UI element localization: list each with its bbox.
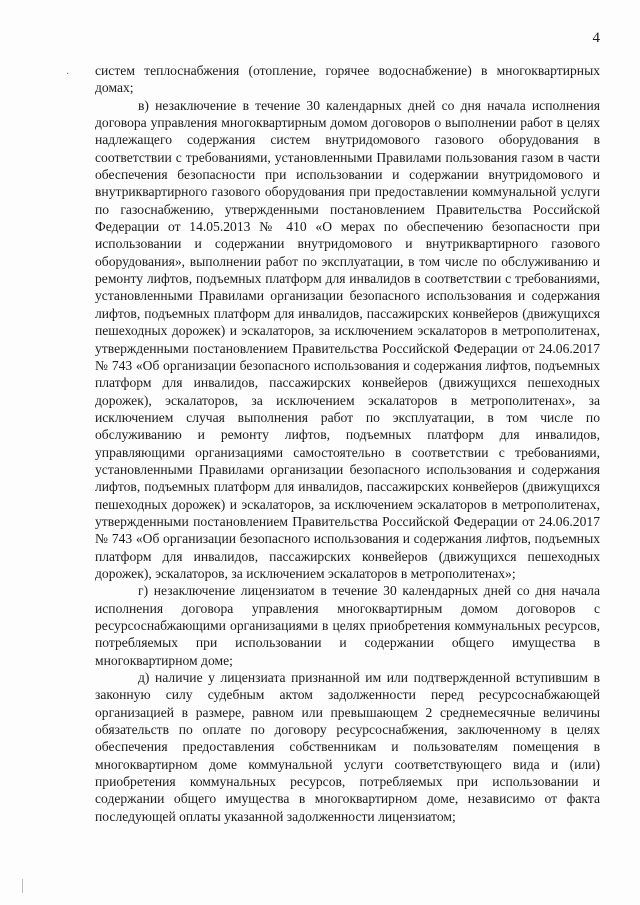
scan-artifact-mark: · xyxy=(66,69,70,80)
paragraph-item-g: г) незаключение лицензиатом в течение 30 календарных дней со дня начала исполнения договора управления многоквартирным домом договоров с ресурсоснабжающими организациями в целях приобретения коммунальных ресурсов, потребляемых при использовании и содержании общего имущества в многоквартирном доме; xyxy=(95,583,600,668)
paragraph-continuation: систем теплоснабжения (отопление, горячее водоснабжение) в многоквартирных домах; xyxy=(95,63,600,96)
paragraph-item-v: в) незаключение в течение 30 календарных дней со дня начала исполнения договора управления многоквартирным домом договоров о выполнении работ в целях надлежащего содержания систем внутридомового газового оборудования в соответствии с требованиями, установленными Правилами пользования газом в части обеспечения безопасности при использовании и содержании внутридомового и внутриквартирного газового оборудования при предоставлении коммунальной услуги по газоснабжению, утвержденными постановлением Правительства Российской Федерации от 14.05.2013 № 410 «О мерах по обеспечению безопасности при использовании и содержании внутридомового и внутриквартирного газового оборудования», выполнении работ по эксплуатации, в том числе по обслуживанию и ремонту лифтов, подъемных платформ для инвалидов в соответствии с требованиями, установленными Правилами организации безопасного использования и содержания лифтов, подъемных платформ для инвалидов, пассажирских конвейеров (движущихся пешеходных дорожек) и эскалаторов, за исключением эскалаторов в метрополитенах, утвержденными постановлением Правительства Российской Федерации от 24.06.2017 № 743 «Об организации безопасного использования и содержания лифтов, подъемных платформ для инвалидов, пассажирских конвейеров (движущихся пешеходных дорожек), эскалаторов, за исключением эскалаторов в метрополитенах», за исключением случая выполнения работ по эксплуатации, в том числе по обслуживанию и ремонту лифтов, подъемных платформ для инвалидов, управляющими организациями самостоятельно в соответствии с требованиями, установленными Правилами организации безопасного использования и содержания лифтов, подъемных платформ для инвалидов, пассажирских конвейеров (движущихся пешеходных дорожек) и эскалаторов, за исключением эскалаторов в метрополитенах, утвержденными постановлением Правительства Российской Федерации от 24.06.2017 № 743 «Об организации безопасного использования и содержания лифтов, подъемных платформ для инвалидов, пассажирских конвейеров (движущихся пешеходных дорожек), эскалаторов, за исключением эскалаторов в метрополитенах»; xyxy=(95,97,600,581)
scan-edge-artifact xyxy=(22,879,26,893)
paragraph-item-d: д) наличие у лицензиата признанной им или подтвержденной вступившим в законную силу судебным актом задолженности перед ресурсоснабжающей организацией в размере, равном или превышающем 2 среднемесячные величины обязательств по оплате по договору ресурсоснабжения, заключенному в целях обеспечения предоставления собственникам и пользователям помещения в многоквартирном доме коммунальной услуги соответствующего вида и (или) приобретения коммунальных ресурсов, потребляемых при использовании и содержании общего имущества в многоквартирном доме, независимо от факта последующей оплаты указанной задолженности лицензиатом; xyxy=(95,670,600,824)
page-number: 4 xyxy=(592,30,600,46)
document-body xyxy=(95,62,600,825)
